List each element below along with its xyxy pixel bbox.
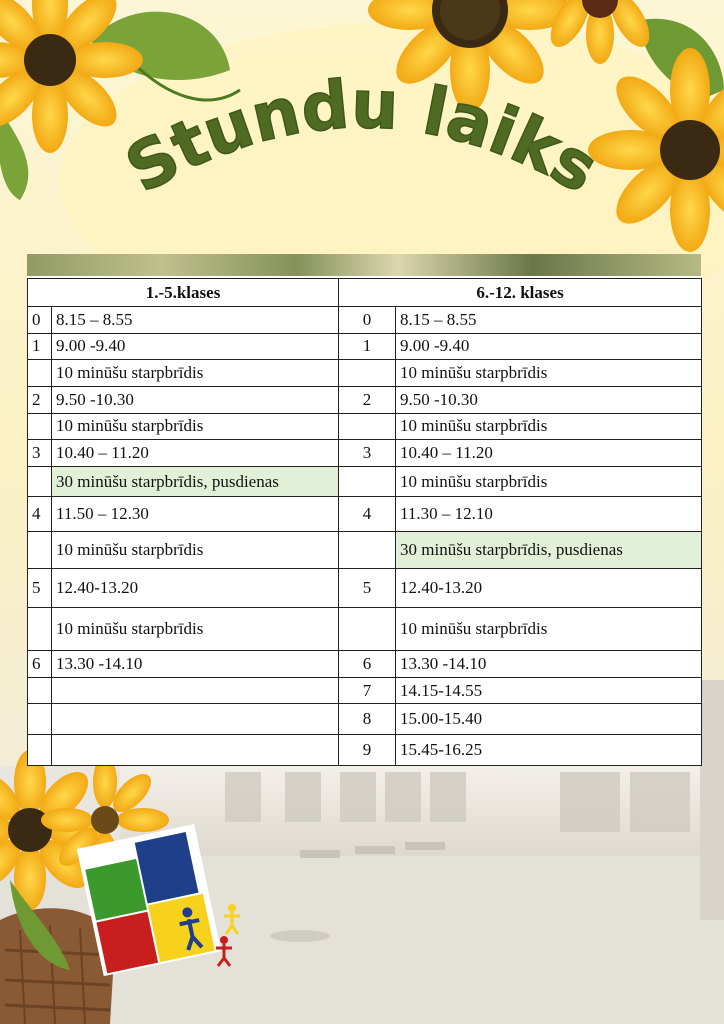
lesson-number-1-5 (28, 735, 52, 766)
lesson-time-1-5: 8.15 – 8.55 (52, 307, 339, 334)
lesson-time-6-12: 14.15-14.55 (396, 677, 702, 704)
lesson-number-1-5 (28, 466, 52, 497)
lesson-time-1-5: 10 minūšu starpbrīdis (52, 532, 339, 569)
table-row (28, 497, 702, 532)
lesson-number-6-12: 8 (339, 704, 396, 735)
table-row (28, 677, 702, 704)
lesson-number-6-12 (339, 608, 396, 651)
header-grades-6-12: 6.-12. klases (339, 279, 702, 307)
lesson-number-1-5 (28, 413, 52, 440)
table-row (28, 704, 702, 735)
lesson-number-6-12: 0 (339, 307, 396, 334)
lesson-time-6-12: 8.15 – 8.55 (396, 307, 702, 334)
lesson-time-1-5 (52, 704, 339, 735)
header-row (28, 279, 702, 307)
table-row (28, 307, 702, 334)
lesson-time-6-12: 30 minūšu starpbrīdis, pusdienas (396, 532, 702, 569)
table-row (28, 386, 702, 413)
lesson-time-1-5: 10 minūšu starpbrīdis (52, 360, 339, 387)
lesson-number-1-5 (28, 704, 52, 735)
lesson-number-6-12: 4 (339, 497, 396, 532)
lesson-time-6-12: 10.40 – 11.20 (396, 440, 702, 467)
table-row (28, 333, 702, 360)
lesson-number-1-5 (28, 608, 52, 651)
lesson-time-6-12: 10 minūšu starpbrīdis (396, 413, 702, 440)
schedule-table (27, 278, 702, 766)
lesson-number-6-12: 9 (339, 735, 396, 766)
lesson-number-6-12 (339, 466, 396, 497)
page-title (0, 0, 724, 250)
lesson-time-6-12: 11.30 – 12.10 (396, 497, 702, 532)
table-row (28, 651, 702, 678)
lesson-number-6-12 (339, 532, 396, 569)
lesson-number-1-5: 1 (28, 333, 52, 360)
table-row (28, 413, 702, 440)
lesson-time-6-12: 9.50 -10.30 (396, 386, 702, 413)
lesson-number-1-5: 5 (28, 569, 52, 608)
lesson-time-1-5: 10.40 – 11.20 (52, 440, 339, 467)
lesson-number-1-5 (28, 677, 52, 704)
lesson-time-1-5 (52, 677, 339, 704)
table-row (28, 532, 702, 569)
lesson-number-6-12: 6 (339, 651, 396, 678)
lesson-number-6-12 (339, 360, 396, 387)
lesson-time-1-5: 9.00 -9.40 (52, 333, 339, 360)
lesson-number-1-5: 0 (28, 307, 52, 334)
lesson-number-1-5 (28, 360, 52, 387)
header-grades-1-5: 1.-5.klases (28, 279, 339, 307)
svg-text:Stundu laiks: Stundu laiks (113, 65, 611, 209)
lesson-time-6-12: 10 minūšu starpbrīdis (396, 360, 702, 387)
lesson-number-6-12 (339, 413, 396, 440)
lesson-time-1-5: 9.50 -10.30 (52, 386, 339, 413)
lesson-time-1-5 (52, 735, 339, 766)
lesson-number-1-5 (28, 532, 52, 569)
lesson-number-1-5: 4 (28, 497, 52, 532)
lesson-time-1-5: 11.50 – 12.30 (52, 497, 339, 532)
table-row (28, 608, 702, 651)
table-row (28, 735, 702, 766)
decor-strip (27, 254, 701, 276)
lesson-time-1-5: 30 minūšu starpbrīdis, pusdienas (52, 466, 339, 497)
lesson-time-6-12: 15.00-15.40 (396, 704, 702, 735)
lesson-number-1-5: 2 (28, 386, 52, 413)
lesson-time-6-12: 10 minūšu starpbrīdis (396, 466, 702, 497)
schedule-panel (27, 254, 701, 766)
lesson-number-6-12: 5 (339, 569, 396, 608)
lesson-time-6-12: 9.00 -9.40 (396, 333, 702, 360)
lesson-time-1-5: 10 minūšu starpbrīdis (52, 608, 339, 651)
lesson-number-1-5: 3 (28, 440, 52, 467)
lesson-time-1-5: 12.40-13.20 (52, 569, 339, 608)
lesson-number-6-12: 3 (339, 440, 396, 467)
lesson-number-1-5: 6 (28, 651, 52, 678)
lesson-number-6-12: 7 (339, 677, 396, 704)
table-row (28, 440, 702, 467)
lesson-time-6-12: 12.40-13.20 (396, 569, 702, 608)
table-row (28, 466, 702, 497)
table-row (28, 569, 702, 608)
lesson-time-1-5: 10 minūšu starpbrīdis (52, 413, 339, 440)
lesson-number-6-12: 1 (339, 333, 396, 360)
lesson-time-6-12: 15.45-16.25 (396, 735, 702, 766)
lesson-time-6-12: 10 minūšu starpbrīdis (396, 608, 702, 651)
lesson-time-1-5: 13.30 -14.10 (52, 651, 339, 678)
table-row (28, 360, 702, 387)
lesson-time-6-12: 13.30 -14.10 (396, 651, 702, 678)
lesson-number-6-12: 2 (339, 386, 396, 413)
